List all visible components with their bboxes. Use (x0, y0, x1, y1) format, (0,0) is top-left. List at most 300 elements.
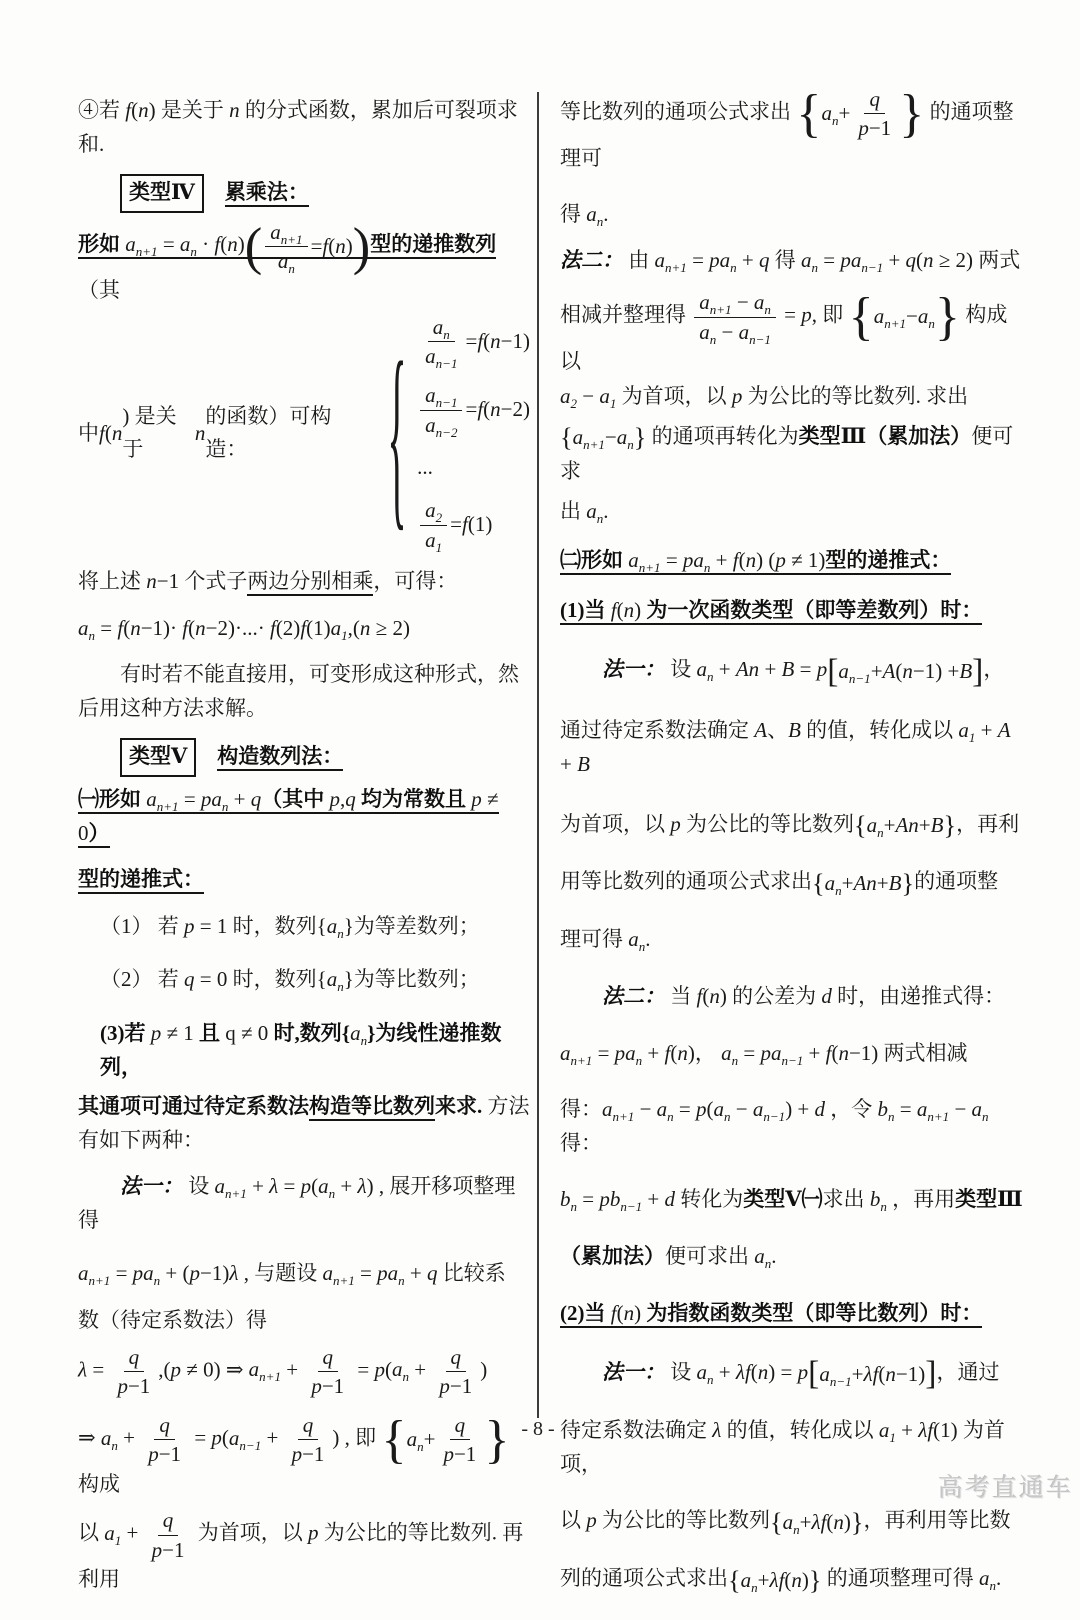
text-run: + (246, 1174, 270, 1199)
r-heading-fn-linear (560, 594, 1026, 628)
math-subscript: n (880, 1199, 887, 1215)
fraction-numerator (158, 1507, 179, 1535)
group-content (783, 1506, 851, 1540)
math-subscript: 1 (435, 539, 443, 555)
math-variable: a (824, 870, 836, 895)
text-run: (1) (306, 615, 331, 640)
math-subscript: n (724, 1109, 731, 1125)
math-subscript: n (793, 1521, 800, 1537)
math-variable: a (104, 1520, 115, 1545)
math-variable: a (179, 232, 191, 257)
math-variable: a (656, 1097, 668, 1122)
bold-text-run: 均为常数且 (355, 786, 472, 811)
text-run: ( (483, 397, 491, 422)
math-variable-subscripted (560, 384, 578, 412)
text-run: −2) (500, 397, 530, 422)
fraction-numerator (428, 314, 455, 342)
text-run: ，再利用等比数 (863, 1508, 1011, 1533)
fraction-numerator (420, 382, 462, 410)
r-linear-method1-general-term (560, 865, 1026, 900)
text-run: 为公比的等比数列. 求出 (742, 384, 969, 409)
math-variable: a (850, 247, 862, 272)
math-variable-subscripted (713, 1097, 731, 1125)
text-run: 的通项整理可 (560, 99, 1014, 170)
math-variable: f (322, 233, 329, 258)
math-variable: a (211, 786, 222, 811)
bold-text-run: 形如 (78, 232, 126, 257)
bold-text-run: ㈠形如 (78, 786, 147, 811)
math-variable: λf (769, 1567, 785, 1592)
case1-p-equals-1 (78, 910, 530, 944)
math-subscript: n (764, 1256, 772, 1272)
bold-text-run: (2)当 (560, 1300, 611, 1325)
r-linear-method2-bn-recurrence (560, 1183, 1026, 1217)
fraction (853, 86, 896, 142)
math-variable: B (888, 870, 902, 895)
r-linear-method1-determine-ab (560, 714, 1026, 781)
bold-text-run: }为线性递推数列， (100, 1020, 502, 1079)
text-run: 列的通项公式求出 (560, 1566, 728, 1591)
math-variable: p (374, 1357, 386, 1382)
math-variable-subscripted (425, 527, 443, 555)
math-variable-subscripted (425, 344, 458, 372)
text-run: . (645, 927, 651, 952)
text-run: ( (670, 1040, 678, 1065)
math-variable-subscripted (326, 913, 344, 941)
text-run: 的分式函数，累加后可裂项求和. (78, 98, 518, 156)
math-variable: B (781, 657, 795, 682)
line-multiply-both-sides (78, 565, 530, 599)
math-variable: A (997, 718, 1011, 743)
math-subscript: n (570, 1199, 578, 1215)
text-run: + (895, 1418, 919, 1443)
group-content (741, 1564, 809, 1598)
math-variable: q (322, 1344, 333, 1369)
text-run: ，通过 (936, 1360, 1000, 1385)
math-variable-subscripted (753, 290, 771, 318)
bold-underlined-text: 构造数列法： (217, 744, 343, 771)
math-subscript: n+1 (332, 1273, 355, 1289)
underlined-group (560, 598, 982, 625)
math-variable: a (318, 1174, 329, 1199)
math-variable: q (302, 1413, 314, 1438)
text-run: 相减并整理得 (560, 302, 692, 327)
text-run: 构成 (78, 1471, 120, 1496)
math-variable: a (228, 1425, 240, 1450)
text-run: −2)·...· (205, 615, 270, 640)
math-variable: q (450, 1344, 462, 1369)
column-divider-line (537, 92, 539, 1418)
text-run: + (757, 1567, 770, 1592)
text-run: + (975, 718, 998, 743)
fraction-denominator (420, 342, 462, 372)
text-run: + (228, 786, 251, 811)
math-variable-subscripted (693, 548, 711, 576)
case2-q-equals-0 (78, 963, 530, 997)
math-variable: λf (918, 1418, 934, 1443)
formula-type4-definition (78, 219, 530, 308)
math-variable: n (227, 232, 238, 257)
page-number: - 8 - (521, 1418, 555, 1440)
text-run: + (803, 1040, 826, 1065)
text-run: ( (616, 597, 624, 622)
text-run: ( (385, 1357, 393, 1382)
text-run: ≠ 1) (785, 548, 826, 573)
math-variable: a (586, 498, 597, 523)
math-subscript: n+1 (884, 316, 907, 332)
text-run: −1) 两式相减 (848, 1040, 968, 1065)
text-run: 为首项，以 (192, 1520, 308, 1545)
math-variable: p (614, 1040, 626, 1065)
fraction-denominator (147, 1536, 190, 1563)
math-subscript: n+1 (709, 302, 732, 318)
math-variable-subscripted (560, 1187, 578, 1215)
bold-underlined-text: 累乘法： (225, 180, 309, 207)
text-run: = (686, 247, 710, 272)
bold-text-run: (3)若 (100, 1020, 151, 1045)
text-run: = (660, 548, 683, 573)
text-run: ≠ 0) ⇒ (181, 1357, 249, 1382)
math-variable: λf (863, 1361, 879, 1386)
bold-text-run: 类型Ⅲ (955, 1187, 1023, 1212)
math-subscript: n (627, 437, 634, 453)
text-run: 为首项，以 (560, 811, 671, 836)
text-run: 两边分别相乘 (247, 568, 374, 593)
method-label: 法一： (602, 657, 665, 682)
math-variable-subscripted (350, 1020, 368, 1049)
text-run: ( (328, 233, 336, 258)
text-run: −1 (868, 116, 892, 141)
group-content (821, 86, 899, 142)
fraction-denominator (273, 247, 300, 277)
math-variable-subscripted (586, 202, 604, 230)
line-item4-fraction-note (78, 94, 530, 161)
math-variable: a (330, 615, 342, 640)
group-content (838, 655, 972, 689)
text-run: 设 (665, 657, 697, 682)
math-variable: n (138, 98, 149, 122)
text-run: ( (916, 247, 924, 272)
math-variable: B (577, 751, 590, 776)
math-variable: p (311, 1373, 322, 1398)
math-variable: a (958, 718, 969, 743)
text-run: 的通项整理可得 (821, 1566, 980, 1591)
math-variable: q (162, 1508, 174, 1533)
math-subscript: 1 (889, 1430, 896, 1446)
math-variable: f (610, 1300, 617, 1325)
math-variable: a (754, 1244, 765, 1269)
math-variable: a (125, 232, 136, 257)
math-variable-subscripted (586, 498, 604, 526)
text-run: ( (311, 1174, 319, 1199)
braced-group: { $a_{n+1}$ − $a_n$ } (560, 421, 646, 455)
text-run: ， (983, 657, 1005, 682)
text-run: + (838, 100, 851, 125)
math-subscript: n (88, 627, 96, 643)
math-variable: a (838, 658, 849, 683)
bold-text-run: ） (88, 820, 110, 845)
math-subscript: n (703, 560, 711, 576)
para-transform-note (78, 658, 530, 725)
math-variable: a (740, 1567, 752, 1592)
math-subscript: n+1 (583, 437, 605, 453)
r-exp-method1-setup (560, 1356, 1026, 1391)
math-variable: q (184, 967, 195, 992)
paren-group: ( $\frac{a_{n+1}}{a_n}$ = f ( n ) ) (244, 217, 371, 277)
math-variable: λ (229, 1261, 239, 1286)
method-label: 法二： (602, 984, 665, 1009)
math-subscript: n (831, 113, 839, 129)
math-variable: n (490, 397, 501, 422)
math-variable: p (377, 1261, 388, 1286)
math-variable: n (709, 984, 720, 1009)
math-variable: a (425, 498, 436, 523)
group-content (867, 809, 944, 843)
math-variable-subscripted (770, 1040, 804, 1068)
r-heading-fn-exponential (560, 1297, 1026, 1331)
text-run: = (794, 657, 817, 682)
math-variable-subscripted (819, 1358, 851, 1392)
math-variable-subscripted (322, 1261, 355, 1289)
math-variable: a (628, 548, 639, 573)
math-variable: λf (735, 1360, 751, 1385)
math-variable: p (184, 913, 195, 938)
text-run: 通过待定系数法确定 (560, 718, 755, 743)
braced-group: { $a_n$ + λf ( n ) } (770, 1506, 864, 1540)
fraction-denominator (434, 1372, 477, 1399)
math-subscript: n−1 (749, 331, 771, 347)
text-run: 便可求 (560, 423, 1014, 483)
text-run: , 与题设 (238, 1261, 323, 1286)
math-variable: n (359, 615, 371, 640)
fraction (420, 314, 462, 370)
r-method2-first-term (560, 380, 1026, 414)
group-content (407, 1412, 485, 1468)
math-variable-subscripted (387, 1261, 405, 1289)
math-subscript: n+1 (612, 1109, 635, 1125)
math-variable: f (182, 615, 189, 640)
math-variable: f (477, 397, 484, 422)
text-run: + (883, 812, 896, 837)
math-variable: n (490, 328, 501, 353)
text-run: = (738, 1040, 761, 1065)
math-variable: a (770, 1040, 782, 1065)
math-variable: λ (78, 1357, 88, 1382)
math-variable-subscripted (425, 383, 458, 411)
math-variable-subscripted (425, 498, 443, 526)
math-variable: a (560, 1040, 571, 1065)
math-variable: λf (811, 1509, 827, 1534)
math-variable: d (814, 1097, 826, 1122)
math-variable: a (214, 1174, 225, 1199)
math-variable: a (143, 1261, 154, 1286)
math-variable: b (877, 1097, 889, 1122)
fraction (287, 1412, 330, 1468)
math-variable-subscripted (869, 1187, 887, 1215)
math-variable: d (821, 984, 832, 1009)
math-variable-subscripted (407, 1423, 424, 1457)
text-run: 转化为 (675, 1187, 744, 1212)
math-variable: n (623, 597, 635, 622)
text-run: 为公比的等比数列. 再利用 (78, 1520, 524, 1591)
heading-type5-construct-method (78, 738, 530, 777)
math-variable-subscripted (248, 1357, 281, 1385)
math-subscript: n (707, 669, 714, 685)
text-run: + ( (160, 1261, 190, 1286)
text-run: . (771, 1244, 777, 1269)
math-variable-subscripted (979, 1566, 997, 1594)
text-run: 的通项整 (914, 869, 999, 894)
math-variable: d (664, 1187, 676, 1212)
math-variable-subscripted (78, 1261, 111, 1289)
math-variable: n (791, 1567, 802, 1592)
text-run: ( (221, 1425, 229, 1450)
text-run: ④若 (78, 98, 126, 122)
text-run: 构成以 (560, 302, 1008, 373)
math-subscript: n (707, 1372, 714, 1388)
text-run: 时，由递推式得： (831, 984, 1006, 1009)
math-variable-subscripted (602, 1097, 635, 1125)
math-variable: a (100, 1425, 112, 1450)
text-run: = (189, 1425, 212, 1450)
braced-group: { $a_n$ + λf ( n ) } (728, 1564, 822, 1598)
math-variable-subscripted (696, 657, 714, 685)
math-subscript: n+1 (638, 560, 661, 576)
system-row (417, 497, 530, 553)
math-variable: f (99, 420, 105, 445)
fraction-numerator (154, 1412, 175, 1440)
fraction (420, 382, 462, 438)
text-run: . (996, 1566, 1002, 1591)
math-variable-subscripted (125, 232, 158, 260)
r-exp-method1-get-an (560, 1562, 1026, 1597)
math-variable-subscripted (143, 1261, 161, 1289)
math-variable: a (599, 384, 610, 409)
text-run: − (716, 319, 739, 344)
text-run: ) (634, 1300, 642, 1325)
math-variable: a (752, 1097, 764, 1122)
math-variable: f (696, 984, 703, 1009)
formula-product-result (78, 612, 530, 646)
math-variable-subscripted (721, 1040, 739, 1068)
text-run: (1) (467, 512, 493, 537)
text-run: 理可得 (560, 927, 629, 952)
text-run: −1 (127, 1373, 151, 1398)
r-linear-method1-get-an (560, 923, 1026, 957)
math-variable: a (616, 425, 628, 450)
text-run: ) = (768, 1360, 798, 1385)
text-run: = (465, 328, 478, 353)
bold-text-run: 类型Ⅲ（累加法） (798, 423, 972, 448)
math-variable: p (816, 657, 828, 682)
math-variable-subscripted (738, 319, 771, 347)
math-subscript: n (417, 1439, 424, 1455)
math-subscript: n−1 (781, 1052, 804, 1068)
math-subscript: n (730, 259, 737, 275)
math-subscript: n (764, 302, 771, 318)
math-variable: a (654, 247, 665, 272)
text-run: −1 个式子 (156, 568, 248, 593)
text-run: ) + (785, 1097, 815, 1122)
text-run: ≥ 2) (370, 615, 410, 640)
math-variable-subscripted (100, 1425, 118, 1453)
text-run: }为等比数列； (343, 967, 480, 992)
math-variable: a (878, 1418, 890, 1443)
fraction-denominator (306, 1372, 349, 1399)
text-run: 得 (769, 247, 802, 272)
math-subscript: n−1 (848, 670, 871, 686)
fraction-numerator (298, 1412, 319, 1440)
text-run: ,( (158, 1357, 171, 1382)
system-row (417, 382, 530, 438)
math-subscript: n+1 (927, 1109, 950, 1125)
underlined-group (560, 548, 951, 575)
fraction-numerator (864, 86, 885, 114)
math-variable: n (146, 568, 157, 593)
math-variable: p (797, 1360, 809, 1385)
math-subscript: n (638, 939, 646, 955)
text-run: ) (237, 232, 245, 257)
math-variable: q (345, 786, 356, 811)
math-subscript: n (443, 327, 450, 343)
math-variable: p (858, 116, 869, 141)
text-run: ) , 即 (332, 1425, 382, 1450)
method1-setup (78, 1170, 530, 1237)
math-subscript: n (398, 1273, 405, 1289)
math-variable: b (869, 1187, 881, 1212)
math-subscript: n (221, 799, 229, 815)
math-variable: a (821, 100, 832, 125)
math-subscript: n (635, 1052, 643, 1068)
text-run: −1) (200, 1261, 230, 1286)
bold-text-run: （累加法） (560, 1244, 665, 1269)
fraction-denominator (420, 526, 447, 553)
math-subscript: n−1 (239, 1437, 262, 1453)
fraction-numerator (446, 1344, 467, 1372)
math-variable: a (78, 615, 89, 640)
underlined-group (247, 569, 373, 596)
text-run: = (95, 615, 118, 640)
math-subscript: n (153, 1273, 161, 1289)
math-variable-subscripted (432, 314, 450, 343)
math-variable-subscripted (326, 967, 344, 995)
text-run: + (713, 657, 736, 682)
math-variable: q (905, 247, 917, 272)
math-variable: λ (712, 1418, 722, 1443)
math-subscript: n−2 (435, 424, 458, 440)
math-subscript: n+1 (135, 244, 158, 260)
text-run: ⇒ (78, 1425, 101, 1450)
text-run: = (110, 1261, 133, 1286)
fraction (420, 497, 447, 553)
text-run: ( (220, 232, 228, 257)
text-run: )， (687, 1040, 722, 1065)
math-variable-subscripted (425, 412, 458, 440)
r-linear-method2-get-an (560, 1240, 1026, 1274)
fraction (147, 1507, 190, 1563)
math-variable-subscripted (699, 290, 732, 318)
math-variable: p (709, 247, 720, 272)
text-run: + (799, 1509, 812, 1534)
math-variable: a (277, 249, 289, 274)
bold-text-run: 时,数列{ (268, 1020, 351, 1045)
r-linear-method2-two-equations (560, 1037, 1026, 1071)
fraction (306, 1344, 349, 1400)
text-run: （2） 若 (100, 967, 184, 992)
text-run: 的值，转化成以 (721, 1418, 879, 1443)
math-variable-subscripted (330, 615, 348, 643)
text-run: ) (480, 1357, 488, 1382)
